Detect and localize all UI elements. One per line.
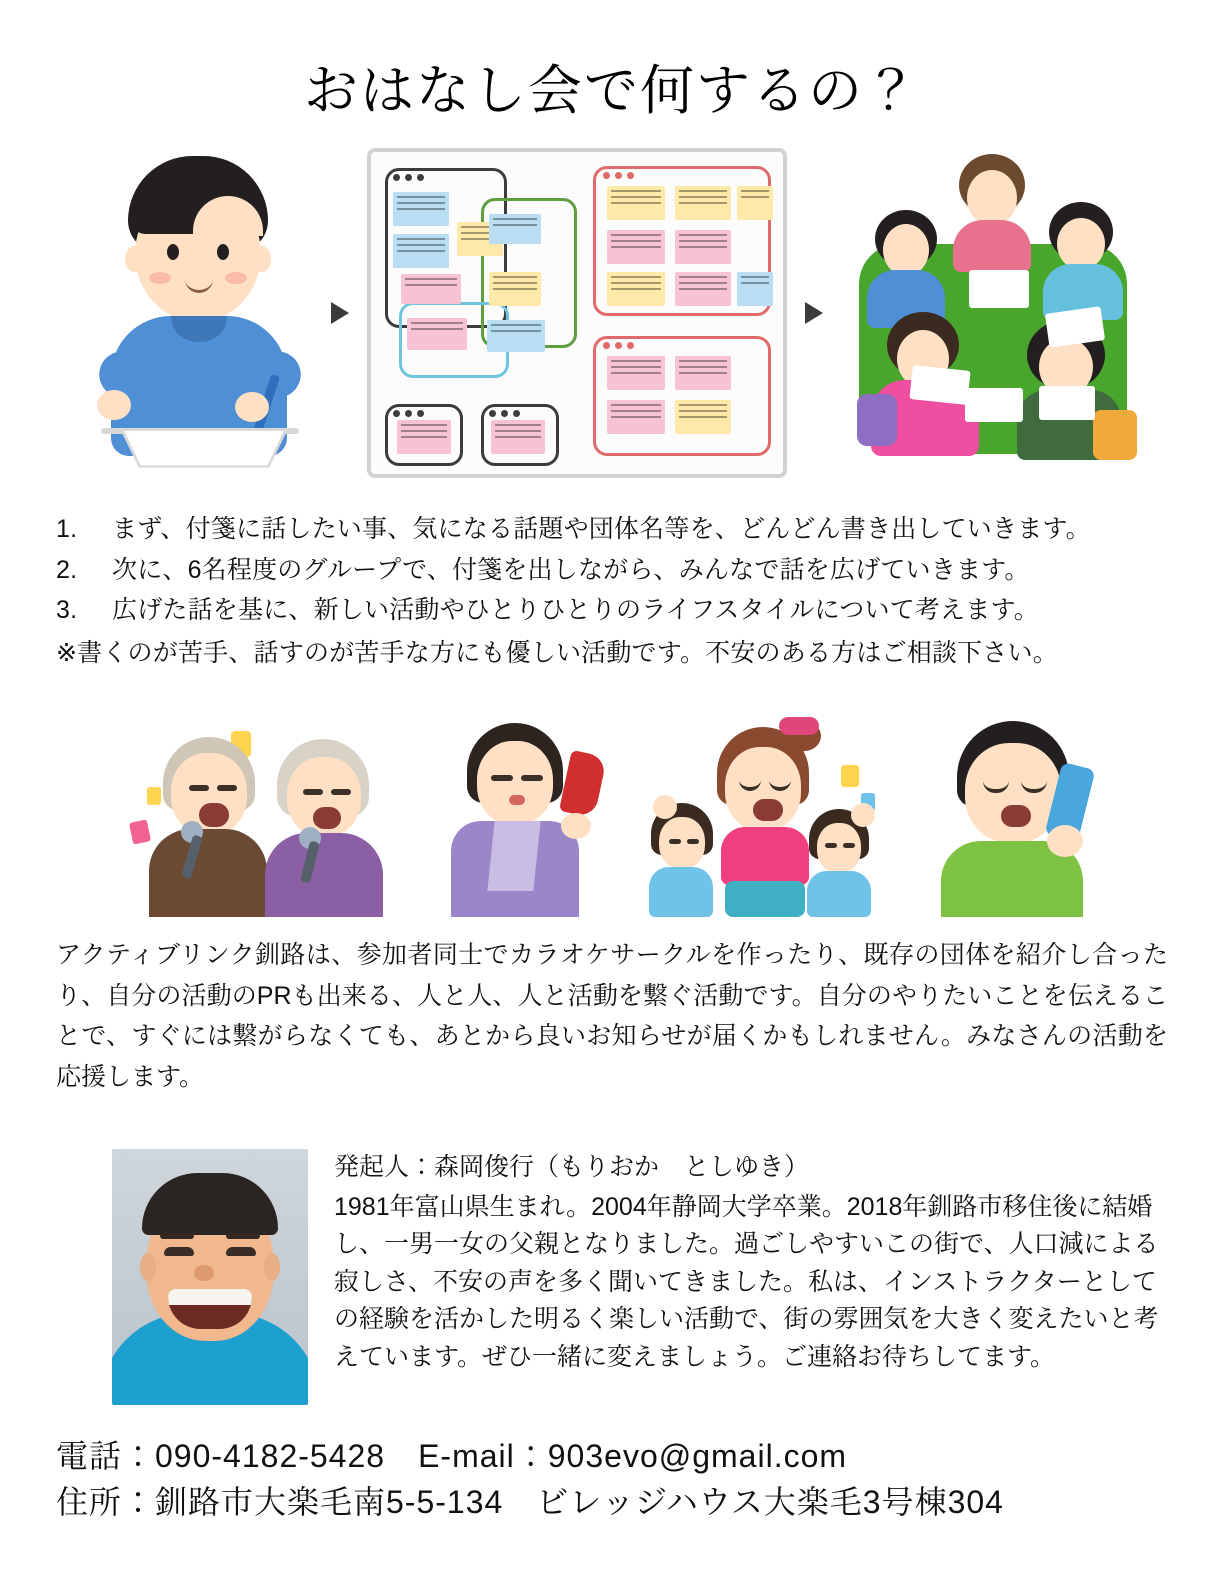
step-text: 広げた話を基に、新しい活動やひとりひとりのライフスタイルについて考えます。 — [112, 596, 1039, 624]
list-item — [56, 590, 1168, 631]
phone-call-illustration — [921, 717, 1121, 917]
page-title: おはなし会で何するの？ — [304, 61, 920, 121]
arrow-right-icon — [331, 302, 349, 324]
profile-bio: 1981年富山県生まれ。2004年静岡大学卒業。2018年釧路市移住後に結婚し、一男一女の父親となりました。過ごしやすいこの街で、人口減による寂しさ、不安の声を多く聞いてきました。私は、インストラクターとしての経験を活かした明るく楽しい活動で、街の雰囲気を大きく変えたいと考えています。ぜひ一緒に変えましょう。ご連絡お待ちしてます。 — [334, 1192, 1159, 1371]
karaoke-duet-illustration — [103, 717, 403, 917]
intro-paragraph: アクティブリンク釧路は、参加者同士でカラオケサークルを作ったり、既存の団体を紹介し合ったり、自分の活動のPRも出来る、人と人、人と活動を繋ぐ活動です。自分のやりたいことを伝えることで、すぐには繋がらなくても、あとから良いお知らせが届くかもしれません。みなさんの活動を応援します。 — [56, 941, 1168, 1091]
group-discussion-illustration — [841, 148, 1141, 478]
portrait-photo — [112, 1149, 308, 1405]
profile-section — [112, 1149, 1168, 1405]
list-item — [56, 550, 1168, 591]
step-text: 次に、6名程度のグループで、付箋を出しながら、みんなで話を広げていきます。 — [112, 555, 1030, 584]
step-number: 2. — [56, 555, 78, 584]
steps-list — [56, 509, 1168, 673]
step-number: 1. — [56, 515, 78, 543]
steps-note: ※書くのが苦手、話すのが苦手な方にも優しい活動です。不安のある方はご相談下さい。 — [56, 638, 1058, 667]
sticky-note-board-illustration — [367, 148, 787, 478]
arrow-right-icon — [805, 302, 823, 324]
activity-illustration-row — [0, 697, 1224, 917]
japanese-dance-illustration — [429, 717, 619, 917]
contact-block — [56, 1433, 1168, 1526]
contact-phone-email[interactable]: 電話：090-4182-5428 E-mail：903evo@gmail.com — [56, 1438, 848, 1474]
step-number: 3. — [56, 596, 78, 624]
profile-name: 発起人：森岡俊行（もりおか としゆき） — [334, 1153, 810, 1181]
process-illustration-row — [0, 143, 1224, 483]
dance-exercise-illustration — [645, 717, 895, 917]
step-text: まず、付箋に話したい事、気になる話題や団体名等を、どんどん書き出していきます。 — [112, 515, 1091, 543]
contact-address: 住所：釧路市大楽毛南5-5-134 ビレッジハウス大楽毛3号棟304 — [56, 1484, 1004, 1521]
list-item — [56, 509, 1168, 550]
person-writing-illustration — [83, 148, 313, 478]
